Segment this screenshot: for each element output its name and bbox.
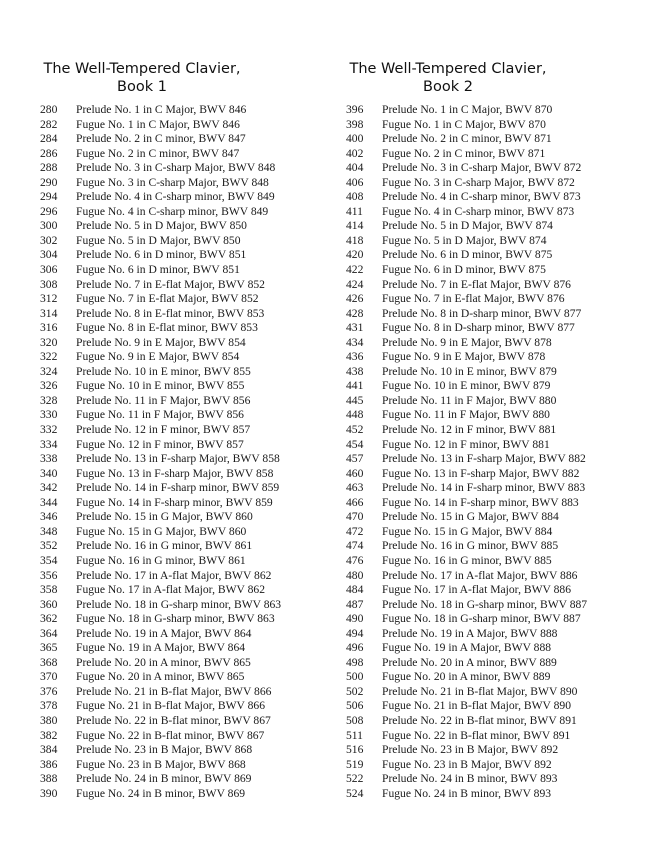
piece-title: Prelude No. 18 in G-sharp minor, BWV 863: [76, 597, 282, 611]
page-number: 316: [40, 321, 58, 335]
piece-title: Prelude No. 12 in F minor, BWV 857: [76, 423, 251, 437]
book1-column: [40, 60, 340, 801]
list-item: [346, 365, 646, 380]
piece-title: Fugue No. 20 in A minor, BWV 865: [76, 670, 245, 684]
page-number: 452: [346, 423, 364, 437]
book2-title-line2: Book 2: [423, 79, 473, 95]
list-item: [40, 685, 340, 700]
list-item: [346, 350, 646, 365]
piece-title: Prelude No. 22 in B-flat minor, BWV 891: [382, 713, 577, 727]
piece-title: Fugue No. 8 in E-flat minor, BWV 853: [76, 321, 258, 335]
page-number: 390: [40, 786, 58, 800]
piece-title: Prelude No. 22 in B-flat minor, BWV 867: [76, 713, 271, 727]
piece-title: Prelude No. 23 in B Major, BWV 892: [382, 743, 559, 757]
list-item: [346, 118, 646, 133]
piece-title: Fugue No. 5 in D Major, BWV 874: [382, 233, 547, 247]
page-number: 340: [40, 466, 58, 480]
page-number: 463: [346, 481, 364, 495]
list-item: [346, 467, 646, 482]
list-item: [40, 394, 340, 409]
piece-title: Prelude No. 1 in C Major, BWV 870: [382, 103, 553, 116]
piece-title: Prelude No. 1 in C Major, BWV 846: [76, 103, 247, 116]
page-number: 382: [40, 728, 58, 742]
page-number: 296: [40, 204, 58, 218]
list-item: [40, 772, 340, 787]
piece-title: Prelude No. 21 in B-flat Major, BWV 890: [382, 684, 578, 698]
book1-title-line2: Book 1: [117, 79, 167, 95]
page-number: 460: [346, 466, 364, 480]
list-item: [40, 481, 340, 496]
piece-title: Prelude No. 5 in D Major, BWV 874: [382, 219, 553, 233]
page-number: 386: [40, 757, 58, 771]
page-number: 441: [346, 379, 364, 393]
page-number: 411: [346, 204, 363, 218]
list-item: [346, 438, 646, 453]
page-number: 365: [40, 641, 58, 655]
list-item: [40, 743, 340, 758]
list-item: [40, 612, 340, 627]
page-number: 288: [40, 161, 58, 175]
list-item: [346, 307, 646, 322]
piece-title: Fugue No. 24 in B minor, BWV 869: [76, 786, 246, 800]
piece-title: Prelude No. 20 in A minor, BWV 865: [76, 655, 251, 669]
page-number: 370: [40, 670, 58, 684]
list-item: [40, 758, 340, 773]
list-item: [40, 670, 340, 685]
list-item: [40, 699, 340, 714]
list-item: [346, 598, 646, 613]
page-number: 338: [40, 452, 58, 466]
list-item: [40, 248, 340, 263]
piece-title: Fugue No. 19 in A Major, BWV 864: [76, 641, 246, 655]
list-item: [346, 699, 646, 714]
page-number: 524: [346, 786, 364, 800]
list-item: [346, 161, 646, 176]
page-number: 300: [40, 219, 58, 233]
list-item: [40, 350, 340, 365]
page-number: 424: [346, 277, 364, 291]
list-item: [40, 525, 340, 540]
piece-title: Prelude No. 9 in E Major, BWV 878: [382, 335, 552, 349]
piece-title: Prelude No. 21 in B-flat Major, BWV 866: [76, 684, 272, 698]
page-number: 326: [40, 379, 58, 393]
page-number: 496: [346, 641, 364, 655]
list-item: [346, 670, 646, 685]
list-item: [40, 656, 340, 671]
page-number: 476: [346, 553, 364, 567]
piece-title: Fugue No. 7 in E-flat Major, BWV 876: [382, 292, 565, 306]
piece-title: Fugue No. 23 in B Major, BWV 892: [382, 757, 552, 771]
list-item: [40, 379, 340, 394]
page-number: 368: [40, 655, 58, 669]
page-number: 398: [346, 117, 364, 131]
piece-title: Fugue No. 11 in F Major, BWV 880: [382, 408, 550, 422]
page-number: 480: [346, 568, 364, 582]
piece-title: Prelude No. 3 in C-sharp Major, BWV 872: [382, 161, 582, 175]
page-number: 354: [40, 553, 58, 567]
piece-title: Fugue No. 13 in F-sharp Major, BWV 858: [76, 466, 274, 480]
piece-title: Fugue No. 15 in G Major, BWV 884: [382, 524, 553, 538]
page-number: 356: [40, 568, 58, 582]
list-item: [346, 641, 646, 656]
list-item: [346, 190, 646, 205]
list-item: [40, 787, 340, 802]
list-item: [40, 103, 340, 118]
piece-title: Fugue No. 1 in C Major, BWV 870: [382, 117, 546, 131]
list-item: [346, 147, 646, 162]
page-number: 342: [40, 481, 58, 495]
page-number: 282: [40, 117, 58, 131]
piece-title: Prelude No. 10 in E minor, BWV 855: [76, 364, 251, 378]
piece-title: Fugue No. 19 in A Major, BWV 888: [382, 641, 552, 655]
list-item: [40, 205, 340, 220]
book2-column: [346, 60, 646, 801]
page-number: 402: [346, 146, 364, 160]
page-number: 426: [346, 292, 364, 306]
page-number: 470: [346, 510, 364, 524]
list-item: [346, 510, 646, 525]
list-item: [346, 423, 646, 438]
list-item: [40, 365, 340, 380]
list-item: [40, 321, 340, 336]
piece-title: Fugue No. 3 in C-sharp Major, BWV 872: [382, 175, 575, 189]
piece-title: Fugue No. 8 in D-sharp minor, BWV 877: [382, 321, 575, 335]
piece-title: Fugue No. 13 in F-sharp Major, BWV 882: [382, 466, 580, 480]
list-item: [346, 656, 646, 671]
piece-title: Fugue No. 4 in C-sharp minor, BWV 873: [382, 204, 575, 218]
piece-title: Fugue No. 5 in D Major, BWV 850: [76, 233, 241, 247]
page-number: 322: [40, 350, 58, 364]
list-item: [40, 496, 340, 511]
piece-title: Fugue No. 6 in D minor, BWV 875: [382, 263, 546, 277]
page-number: 308: [40, 277, 58, 291]
piece-title: Fugue No. 18 in G-sharp minor, BWV 863: [76, 612, 275, 626]
book2-entry-list: [346, 103, 646, 801]
list-item: [346, 743, 646, 758]
piece-title: Prelude No. 19 in A Major, BWV 864: [76, 626, 252, 640]
list-item: [346, 234, 646, 249]
piece-title: Fugue No. 2 in C minor, BWV 871: [382, 146, 546, 160]
piece-title: Prelude No. 23 in B Major, BWV 868: [76, 743, 253, 757]
piece-title: Prelude No. 4 in C-sharp minor, BWV 873: [382, 190, 581, 204]
list-item: [40, 467, 340, 482]
piece-title: Fugue No. 16 in G minor, BWV 885: [382, 553, 552, 567]
piece-title: Fugue No. 9 in E Major, BWV 878: [382, 350, 546, 364]
piece-title: Prelude No. 11 in F Major, BWV 856: [76, 393, 251, 407]
list-item: [346, 714, 646, 729]
piece-title: Prelude No. 2 in C minor, BWV 847: [76, 132, 246, 146]
piece-title: Prelude No. 6 in D minor, BWV 875: [382, 248, 553, 262]
page-number: 348: [40, 524, 58, 538]
piece-title: Fugue No. 1 in C Major, BWV 846: [76, 117, 240, 131]
page-number: 472: [346, 524, 364, 538]
piece-title: Prelude No. 5 in D Major, BWV 850: [76, 219, 247, 233]
piece-title: Fugue No. 7 in E-flat Major, BWV 852: [76, 292, 259, 306]
piece-title: Fugue No. 16 in G minor, BWV 861: [76, 553, 246, 567]
book1-entry-list: [40, 103, 340, 801]
book2-title-line1: The Well-Tempered Clavier,: [349, 61, 547, 77]
list-item: [40, 307, 340, 322]
page-number: 378: [40, 699, 58, 713]
piece-title: Prelude No. 7 in E-flat Major, BWV 852: [76, 277, 265, 291]
page-number: 522: [346, 772, 364, 786]
list-item: [40, 554, 340, 569]
piece-title: Prelude No. 15 in G Major, BWV 860: [76, 510, 253, 524]
list-item: [40, 452, 340, 467]
list-item: [40, 292, 340, 307]
piece-title: Fugue No. 14 in F-sharp minor, BWV 859: [76, 495, 273, 509]
list-item: [346, 132, 646, 147]
piece-title: Fugue No. 21 in B-flat Major, BWV 890: [382, 699, 571, 713]
list-item: [40, 569, 340, 584]
list-item: [40, 539, 340, 554]
page-number: 487: [346, 597, 364, 611]
piece-title: Fugue No. 20 in A minor, BWV 889: [382, 670, 551, 684]
page-number: 466: [346, 495, 364, 509]
list-item: [346, 612, 646, 627]
piece-title: Fugue No. 6 in D minor, BWV 851: [76, 263, 240, 277]
page-number: 304: [40, 248, 58, 262]
book1-title-line1: The Well-Tempered Clavier,: [43, 61, 241, 77]
list-item: [40, 278, 340, 293]
page-number: 500: [346, 670, 364, 684]
piece-title: Fugue No. 23 in B Major, BWV 868: [76, 757, 246, 771]
page-number: 396: [346, 103, 364, 116]
list-item: [40, 510, 340, 525]
page-number: 422: [346, 263, 364, 277]
page-number: 404: [346, 161, 364, 175]
page-number: 364: [40, 626, 58, 640]
page-number: 358: [40, 583, 58, 597]
list-item: [346, 627, 646, 642]
page-number: 302: [40, 233, 58, 247]
piece-title: Fugue No. 22 in B-flat minor, BWV 867: [76, 728, 265, 742]
page-number: 286: [40, 146, 58, 160]
page-number: 332: [40, 423, 58, 437]
page-number: 516: [346, 743, 364, 757]
list-item: [40, 438, 340, 453]
list-item: [346, 336, 646, 351]
page-number: 511: [346, 728, 363, 742]
piece-title: Prelude No. 9 in E Major, BWV 854: [76, 335, 246, 349]
list-item: [346, 525, 646, 540]
list-item: [346, 539, 646, 554]
page-number: 280: [40, 103, 58, 116]
list-item: [346, 103, 646, 118]
list-item: [346, 569, 646, 584]
piece-title: Prelude No. 24 in B minor, BWV 893: [382, 772, 558, 786]
page-number: 519: [346, 757, 364, 771]
page-number: 448: [346, 408, 364, 422]
piece-title: Prelude No. 7 in E-flat Major, BWV 876: [382, 277, 571, 291]
piece-title: Prelude No. 17 in A-flat Major, BWV 862: [76, 568, 272, 582]
page-number: 360: [40, 597, 58, 611]
piece-title: Fugue No. 4 in C-sharp minor, BWV 849: [76, 204, 269, 218]
piece-title: Prelude No. 20 in A minor, BWV 889: [382, 655, 557, 669]
piece-title: Fugue No. 18 in G-sharp minor, BWV 887: [382, 612, 581, 626]
page-number: 428: [346, 306, 364, 320]
page-number: 324: [40, 364, 58, 378]
page-number: 346: [40, 510, 58, 524]
list-item: [346, 685, 646, 700]
list-item: [346, 219, 646, 234]
piece-title: Prelude No. 11 in F Major, BWV 880: [382, 393, 557, 407]
page-number: 502: [346, 684, 364, 698]
list-item: [40, 234, 340, 249]
page-number: 508: [346, 713, 364, 727]
piece-title: Prelude No. 16 in G minor, BWV 885: [382, 539, 559, 553]
list-item: [40, 627, 340, 642]
list-item: [40, 583, 340, 598]
piece-title: Fugue No. 3 in C-sharp Major, BWV 848: [76, 175, 269, 189]
list-item: [346, 176, 646, 191]
piece-title: Prelude No. 19 in A Major, BWV 888: [382, 626, 558, 640]
page-number: 320: [40, 335, 58, 349]
list-item: [346, 278, 646, 293]
list-item: [346, 248, 646, 263]
piece-title: Fugue No. 15 in G Major, BWV 860: [76, 524, 247, 538]
list-item: [346, 321, 646, 336]
list-item: [346, 394, 646, 409]
list-item: [346, 758, 646, 773]
page-number: 290: [40, 175, 58, 189]
page-number: 490: [346, 612, 364, 626]
page-number: 376: [40, 684, 58, 698]
piece-title: Prelude No. 2 in C minor, BWV 871: [382, 132, 552, 146]
page-number: 294: [40, 190, 58, 204]
list-item: [40, 598, 340, 613]
page-number: 314: [40, 306, 58, 320]
page-number: 434: [346, 335, 364, 349]
list-item: [40, 219, 340, 234]
list-item: [346, 481, 646, 496]
page-number: 328: [40, 393, 58, 407]
page-number: 408: [346, 190, 364, 204]
list-item: [346, 263, 646, 278]
list-item: [40, 336, 340, 351]
piece-title: Fugue No. 22 in B-flat minor, BWV 891: [382, 728, 571, 742]
page-number: 344: [40, 495, 58, 509]
list-item: [346, 205, 646, 220]
page-number: 388: [40, 772, 58, 786]
piece-title: Prelude No. 13 in F-sharp Major, BWV 882: [382, 452, 586, 466]
piece-title: Prelude No. 4 in C-sharp minor, BWV 849: [76, 190, 275, 204]
list-item: [40, 714, 340, 729]
list-item: [346, 292, 646, 307]
page-number: 380: [40, 713, 58, 727]
page-number: 436: [346, 350, 364, 364]
page-number: 420: [346, 248, 364, 262]
piece-title: Prelude No. 16 in G minor, BWV 861: [76, 539, 253, 553]
piece-title: Fugue No. 14 in F-sharp minor, BWV 883: [382, 495, 579, 509]
list-item: [40, 423, 340, 438]
piece-title: Fugue No. 2 in C minor, BWV 847: [76, 146, 240, 160]
piece-title: Fugue No. 10 in E minor, BWV 855: [76, 379, 245, 393]
piece-title: Fugue No. 12 in F minor, BWV 881: [382, 437, 550, 451]
piece-title: Prelude No. 14 in F-sharp minor, BWV 859: [76, 481, 280, 495]
page-number: 431: [346, 321, 364, 335]
list-item: [40, 161, 340, 176]
list-item: [346, 583, 646, 598]
page-number: 284: [40, 132, 58, 146]
book1-heading: [42, 60, 242, 96]
page-number: 457: [346, 452, 364, 466]
list-item: [346, 379, 646, 394]
page-number: 474: [346, 539, 364, 553]
page-number: 306: [40, 263, 58, 277]
list-item: [40, 147, 340, 162]
page-number: 384: [40, 743, 58, 757]
piece-title: Prelude No. 3 in C-sharp Major, BWV 848: [76, 161, 276, 175]
list-item: [346, 787, 646, 802]
piece-title: Fugue No. 9 in E Major, BWV 854: [76, 350, 240, 364]
list-item: [346, 729, 646, 744]
piece-title: Fugue No. 12 in F minor, BWV 857: [76, 437, 244, 451]
piece-title: Prelude No. 17 in A-flat Major, BWV 886: [382, 568, 578, 582]
list-item: [40, 729, 340, 744]
page-number: 498: [346, 655, 364, 669]
list-item: [346, 772, 646, 787]
page-number: 484: [346, 583, 364, 597]
page-number: 330: [40, 408, 58, 422]
piece-title: Prelude No. 24 in B minor, BWV 869: [76, 772, 252, 786]
page-number: 362: [40, 612, 58, 626]
list-item: [40, 118, 340, 133]
page-number: 506: [346, 699, 364, 713]
piece-title: Prelude No. 8 in D-sharp minor, BWV 877: [382, 306, 582, 320]
page-number: 334: [40, 437, 58, 451]
list-item: [40, 263, 340, 278]
list-item: [346, 496, 646, 511]
page-number: 312: [40, 292, 58, 306]
piece-title: Prelude No. 15 in G Major, BWV 884: [382, 510, 559, 524]
list-item: [346, 408, 646, 423]
page-number: 406: [346, 175, 364, 189]
list-item: [40, 408, 340, 423]
page-number: 445: [346, 393, 364, 407]
piece-title: Prelude No. 8 in E-flat minor, BWV 853: [76, 306, 265, 320]
piece-title: Prelude No. 18 in G-sharp minor, BWV 887: [382, 597, 588, 611]
list-item: [40, 190, 340, 205]
list-item: [40, 132, 340, 147]
page-number: 418: [346, 233, 364, 247]
piece-title: Prelude No. 13 in F-sharp Major, BWV 858: [76, 452, 280, 466]
piece-title: Fugue No. 17 in A-flat Major, BWV 886: [382, 583, 571, 597]
page-number: 414: [346, 219, 364, 233]
piece-title: Fugue No. 10 in E minor, BWV 879: [382, 379, 551, 393]
piece-title: Fugue No. 17 in A-flat Major, BWV 862: [76, 583, 265, 597]
page-number: 352: [40, 539, 58, 553]
page-number: 400: [346, 132, 364, 146]
piece-title: Prelude No. 12 in F minor, BWV 881: [382, 423, 557, 437]
list-item: [40, 176, 340, 191]
list-item: [346, 452, 646, 467]
piece-title: Prelude No. 6 in D minor, BWV 851: [76, 248, 247, 262]
page-number: 438: [346, 364, 364, 378]
piece-title: Prelude No. 14 in F-sharp minor, BWV 883: [382, 481, 586, 495]
piece-title: Fugue No. 24 in B minor, BWV 893: [382, 786, 552, 800]
piece-title: Prelude No. 10 in E minor, BWV 879: [382, 364, 557, 378]
piece-title: Fugue No. 21 in B-flat Major, BWV 866: [76, 699, 265, 713]
list-item: [40, 641, 340, 656]
page-number: 454: [346, 437, 364, 451]
piece-title: Fugue No. 11 in F Major, BWV 856: [76, 408, 244, 422]
page-number: 494: [346, 626, 364, 640]
book2-heading: [348, 60, 548, 96]
list-item: [346, 554, 646, 569]
